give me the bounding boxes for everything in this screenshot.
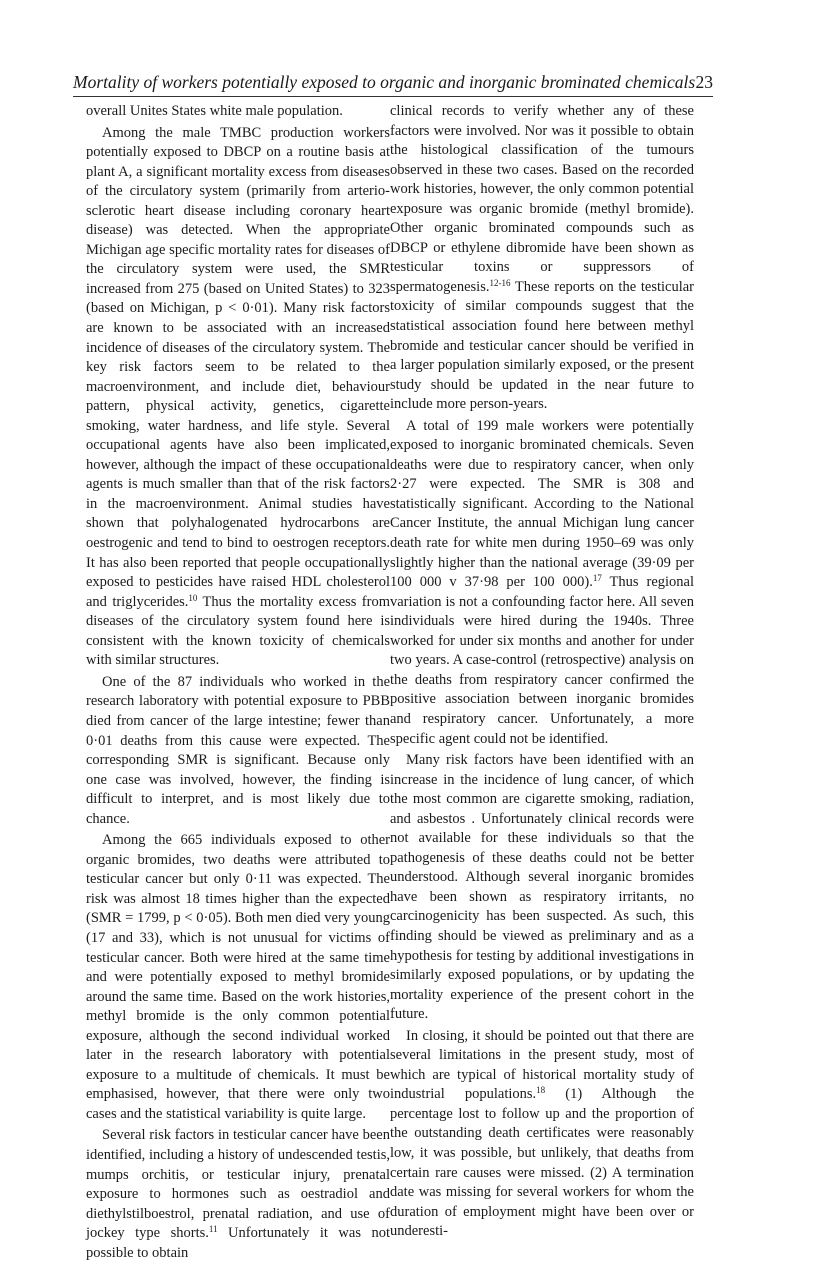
paragraph-text: Thus regional variation is not a confounding factor here. All seven individuals were hired during the 1940s. Three worked for under six months and another for under two years. A case-control (retrospective) analysis on the deaths from respiratory cancer confirmed the positive association between inorganic bromides and respiratory cancer. Unfortunately, a more specific agent could not be identified. xyxy=(390,574,694,747)
reference-marker: 12-16 xyxy=(489,277,511,288)
left-column xyxy=(86,102,390,1263)
paragraph xyxy=(86,1126,390,1263)
paragraph-text: Several risk factors in testicular cancer have been identified, including a history of undescended testis, mumps orchitis, or testicular injury, prenatal exposure to hormones such as oestradiol and diethylstilboestrol, prenatal radiation, and use of jockey type shorts. xyxy=(86,1127,390,1242)
paragraph-text: One of the 87 individuals who worked in the research laboratory with potential exposure to PBB died from cancer of the large intestine; fewer than 0·01 deaths from this cause were expected. The corresponding SMR is significant. Because only one case was involved, however, the finding is difficult to interpret, and is most likely due to chance. xyxy=(86,673,390,827)
right-column xyxy=(390,102,694,1242)
paragraph-text: overall Unites States white male population. xyxy=(86,103,343,119)
running-title: Mortality of workers potentially exposed to organic and inorganic brominated chemicals xyxy=(73,72,696,92)
page-header xyxy=(73,70,713,96)
reference-marker: 11 xyxy=(208,1224,218,1235)
paragraph-text: In closing, it should be pointed out that there are several limitations in the present study, most of which are typical of historical mortality study of industrial populations. xyxy=(390,1027,694,1103)
reference-marker: 18 xyxy=(536,1085,546,1096)
paragraph xyxy=(390,417,694,749)
paragraph xyxy=(86,673,390,829)
paragraph-text: Thus the mortality excess from diseases of the circulatory system found here is consistent with the known toxicity of chemicals with similar structures. xyxy=(86,593,390,669)
paragraph-text: Among the male TMBC production workers potentially exposed to DBCP on a routine basis at plant A, a significant mortality excess from diseases of the circulatory system (primarily from arterio-sclerotic heart disease including coronary heart disease) was detected. When the appropriate Michigan age specific mortality rates for diseases of the circulatory system were used, the SMR increased from 275 (based on United States) to 323 (based on Michigan, p < 0·01). Many risk factors are known to be associated with an increased incidence of diseases of the circulatory system. The key risk factors seem to be related to the macroenvironment, and include diet, behaviour pattern, physical activity, genetics, cigarette smoking, water hardness, and life style. Several occupational agents have also been implicated, however, although the impact of these occupational agents is much smaller than that of the risk factors in the macroenvironment. Animal studies have shown that polyhalogenated hydrocarbons are oestrogenic and tend to bind to oestrogen receptors. It has also been reported that people occupationally exposed to pesticides have raised HDL cholesterol and triglycerides. xyxy=(86,124,390,610)
page-number: 23 xyxy=(695,72,713,92)
paragraph-text: Unfortunately it was not possible to obtain xyxy=(86,1225,390,1261)
paragraph xyxy=(86,124,390,671)
paragraph xyxy=(86,102,390,122)
paragraph-text: clinical records to verify whether any of these factors were involved. Nor was it possible to obtain the histological classification of the tumours observed in these two cases. Based on the recorded work histories, however, the only common potential exposure was organic bromide (methyl bromide). Other organic brominated compounds such as DBCP or ethylene dibromide have been shown as testicular toxins or suppressors of spermatogenesis. xyxy=(390,103,694,295)
paragraph xyxy=(390,1027,694,1242)
reference-marker: 17 xyxy=(592,573,602,584)
paragraph-text: Many risk factors have been identified with an increase in the incidence of lung cancer, of which the most common are cigarette smoking, radiation, and asbestos . Unfortunately clinical records were not available for these individuals so that the pathogenesis of these deaths could not be better understood. Although several inorganic bromides have been shown as respiratory irritants, no carcinogenicity has been suspected. As such, this finding should be viewed as preliminary and as a hypothesis for testing by additional investigations in similarly exposed populations, or by updating the mortality experience of the present cohort in the future. xyxy=(390,752,694,1023)
paragraph-text: These reports on the testicular toxicity of similar compounds suggest that the statistical association found here between methyl bromide and testicular cancer should be verified in a larger population similarly exposed, or the present study should be updated in the near future to include more person-years. xyxy=(390,278,694,413)
paragraph xyxy=(390,102,694,415)
paragraph-text: (1) Although the percentage lost to follow up and the proportion of the outstanding death certificates were reasonably low, it was possible, but unlikely, that deaths from certain rare causes were missed. (2) A termination date was missing for several workers for whom the duration of employment might have been over or underesti- xyxy=(390,1086,695,1240)
paragraph xyxy=(86,831,390,1124)
paragraph-text: Among the 665 individuals exposed to other organic bromides, two deaths were attributed to testicular cancer but only 0·11 was expected. The risk was almost 18 times higher than the expected (SMR = 1799, p < 0·05). Both men died very young (17 and 33), which is not unusual for victims of testicular cancer. Both were hired at the same time and were potentially exposed to methyl bromide around the same time. Based on the work histories, methyl bromide is the only common potential exposure, although the second individual worked later in the research laboratory with potential exposure to a multitude of chemicals. It must be emphasised, however, that there were only two cases and the statistical variability is quite large. xyxy=(86,832,390,1122)
reference-marker: 10 xyxy=(188,592,198,603)
header-rule xyxy=(73,96,713,97)
paragraph xyxy=(390,751,694,1025)
paragraph-text: A total of 199 male workers were potentially exposed to inorganic brominated chemicals. Seven deaths were due to respiratory cancer, when only 2·27 were expected. The SMR is 308 and statistically significant. According to the National Cancer Institute, the annual Michigan lung cancer death rate for white men during 1950–69 was only slightly higher than the national average (39·09 per 100 000 v 37·98 per 100 000). xyxy=(390,417,694,591)
